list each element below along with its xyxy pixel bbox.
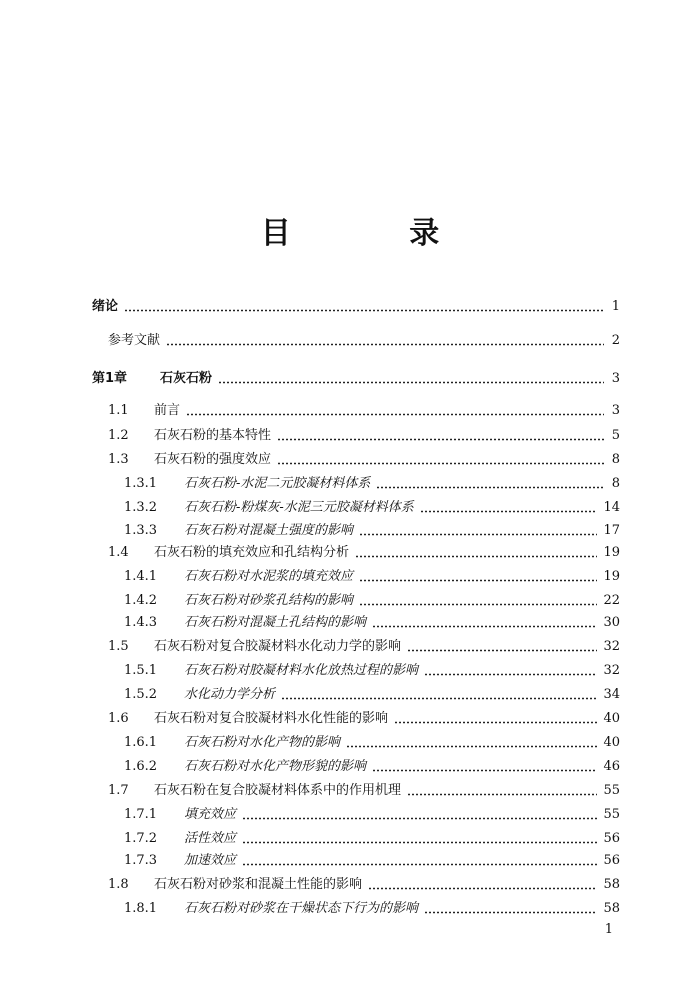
- dot-leader: [166, 343, 604, 346]
- toc-entry-page: 32: [603, 639, 620, 654]
- toc-entry-title: 石灰石粉对砂浆和混凝土性能的影响: [154, 877, 363, 892]
- toc-entry[interactable]: [124, 520, 620, 540]
- dot-leader: [420, 510, 598, 513]
- toc-entry-title: 石灰石粉在复合胶凝材料体系中的作用机理: [154, 783, 402, 798]
- toc-entry[interactable]: [108, 449, 620, 469]
- toc-entry[interactable]: [124, 612, 620, 632]
- toc-entry[interactable]: [108, 400, 620, 420]
- toc-entry[interactable]: [124, 473, 620, 493]
- toc-entry-title: 石灰石粉对混凝土孔结构的影响: [184, 615, 367, 630]
- dot-leader: [372, 769, 597, 772]
- toc-entry-title: 石灰石粉对水泥浆的填充效应: [184, 569, 354, 584]
- dot-leader: [124, 309, 604, 312]
- toc-entry-number: 1.6.1: [124, 735, 158, 750]
- dot-leader: [218, 381, 604, 384]
- page-title: 目 录: [260, 216, 494, 251]
- dot-leader: [359, 579, 597, 582]
- toc-entry-number: 1.8: [108, 877, 129, 892]
- toc-entry[interactable]: [108, 780, 620, 800]
- toc-entry-page: 3: [611, 403, 620, 418]
- toc-entry-number: 1.4.3: [124, 615, 158, 630]
- toc-entry[interactable]: [108, 330, 620, 350]
- page-number: 1: [604, 922, 613, 937]
- toc-entry-title: 石灰石粉-水泥二元胶凝材料体系: [184, 476, 371, 491]
- toc-entry-number: 1.4.2: [124, 593, 158, 608]
- toc-entry[interactable]: [124, 590, 620, 610]
- toc-entry-title: 石灰石粉的填充效应和孔结构分析: [154, 545, 350, 560]
- dot-leader: [394, 721, 597, 724]
- toc-entry-number: 1.3.1: [124, 476, 158, 491]
- toc-entry[interactable]: [108, 708, 620, 728]
- toc-entry-page: 56: [603, 853, 620, 868]
- toc-entry-page: 40: [603, 711, 620, 726]
- toc-entry-title: 石灰石粉对砂浆孔结构的影响: [184, 593, 354, 608]
- dot-leader: [186, 413, 604, 416]
- toc-entry-title: 石灰石粉对砂浆在干燥状态下行为的影响: [184, 901, 419, 916]
- toc-entry-number: 1.7: [108, 783, 129, 798]
- toc-entry[interactable]: [124, 732, 620, 752]
- toc-entry-title: 石灰石粉对复合胶凝材料水化动力学的影响: [154, 639, 402, 654]
- toc-entry[interactable]: [108, 874, 620, 894]
- toc-entry[interactable]: [124, 898, 620, 918]
- toc-entry-page: 14: [603, 500, 620, 515]
- toc-entry-page: 32: [603, 663, 620, 678]
- dot-leader: [359, 533, 597, 536]
- toc-entry-page: 19: [603, 569, 620, 584]
- toc-entry[interactable]: [124, 684, 620, 704]
- toc-entry-title: 石灰石粉: [160, 371, 213, 386]
- toc-entry-page: 5: [611, 428, 620, 443]
- toc-entry-page: 22: [603, 593, 620, 608]
- dot-leader: [407, 793, 597, 796]
- toc-entry-title: 填充效应: [184, 807, 237, 822]
- dot-leader: [368, 887, 597, 890]
- dot-leader: [424, 911, 597, 914]
- dot-leader: [242, 841, 597, 844]
- toc-entry[interactable]: [124, 660, 620, 680]
- dot-leader: [277, 462, 604, 465]
- toc-entry-number: 1.5.2: [124, 687, 158, 702]
- toc-entry-number: 1.4.1: [124, 569, 158, 584]
- toc-entry-number: 1.3.2: [124, 500, 158, 515]
- toc-entry-number: 1.7.1: [124, 807, 158, 822]
- toc-entry-title: 参考文献: [108, 333, 161, 348]
- toc-entry-number: 1.4: [108, 545, 129, 560]
- toc-entry[interactable]: [108, 425, 620, 445]
- toc-entry-page: 55: [603, 783, 620, 798]
- dot-leader: [407, 649, 597, 652]
- toc-entry-title: 活性效应: [184, 831, 237, 846]
- toc-entry-number: 1.8.1: [124, 901, 158, 916]
- toc-entry-page: 46: [603, 759, 620, 774]
- dot-leader: [281, 697, 597, 700]
- dot-leader: [376, 486, 604, 489]
- toc-entry-title: 石灰石粉对水化产物形貌的影响: [184, 759, 367, 774]
- dot-leader: [242, 817, 597, 820]
- toc-entry-title: 石灰石粉对水化产物的影响: [184, 735, 341, 750]
- toc-entry-page: 56: [603, 831, 620, 846]
- toc-entry[interactable]: [124, 804, 620, 824]
- toc-entry-title: 石灰石粉的强度效应: [154, 452, 272, 467]
- toc-entry[interactable]: [124, 850, 620, 870]
- toc-entry-page: 40: [603, 735, 620, 750]
- toc-entry-number: 1.1: [108, 403, 129, 418]
- toc-entry-title: 前言: [154, 403, 181, 418]
- dot-leader: [277, 438, 604, 441]
- dot-leader: [355, 555, 597, 558]
- toc-entry-page: 17: [603, 523, 620, 538]
- toc-entry[interactable]: [92, 368, 620, 388]
- toc-entry-number: 1.3.3: [124, 523, 158, 538]
- toc-entry-page: 30: [603, 615, 620, 630]
- toc-entry[interactable]: [124, 497, 620, 517]
- toc-entry-number: 1.6: [108, 711, 129, 726]
- toc-entry-page: 58: [603, 877, 620, 892]
- toc-entry-title: 石灰石粉的基本特性: [154, 428, 272, 443]
- dot-leader: [242, 863, 597, 866]
- toc-entry-number: 1.5.1: [124, 663, 158, 678]
- toc-entry-title: 石灰石粉对混凝土强度的影响: [184, 523, 354, 538]
- toc-entry[interactable]: [124, 828, 620, 848]
- toc-entry-number: 1.6.2: [124, 759, 158, 774]
- toc-entry[interactable]: [108, 542, 620, 562]
- toc-entry-number: 1.7.3: [124, 853, 158, 868]
- toc-entry-page: 3: [611, 371, 620, 386]
- toc-entry-page: 58: [603, 901, 620, 916]
- dot-leader: [346, 745, 597, 748]
- toc-entry-page: 8: [611, 452, 620, 467]
- toc-entry-page: 8: [611, 476, 620, 491]
- toc-entry-page: 19: [603, 545, 620, 560]
- toc-entry-title: 石灰石粉对复合胶凝材料水化性能的影响: [154, 711, 389, 726]
- toc-entry[interactable]: [124, 566, 620, 586]
- toc-entry-page: 1: [611, 299, 620, 314]
- toc-entry[interactable]: [92, 296, 620, 316]
- toc-entry-title: 石灰石粉对胶凝材料水化放热过程的影响: [184, 663, 419, 678]
- dot-leader: [424, 673, 597, 676]
- toc-entry-number: 1.7.2: [124, 831, 158, 846]
- toc-entry-title: 石灰石粉-粉煤灰-水泥三元胶凝材料体系: [184, 500, 414, 515]
- toc-entry-page: 55: [603, 807, 620, 822]
- toc-entry-number: 1.3: [108, 452, 129, 467]
- toc-entry-number: 1.2: [108, 428, 129, 443]
- toc-entry-title: 加速效应: [184, 853, 237, 868]
- toc-entry[interactable]: [108, 636, 620, 656]
- toc-entry-title: 绪论: [92, 299, 119, 314]
- toc-entry-title: 水化动力学分析: [184, 687, 276, 702]
- dot-leader: [359, 603, 597, 606]
- dot-leader: [372, 625, 597, 628]
- toc-entry-page: 34: [603, 687, 620, 702]
- toc-entry[interactable]: [124, 756, 620, 776]
- toc-entry-number: 1.5: [108, 639, 129, 654]
- toc-entry-number: 第1章: [92, 371, 128, 386]
- toc-entry-page: 2: [611, 333, 620, 348]
